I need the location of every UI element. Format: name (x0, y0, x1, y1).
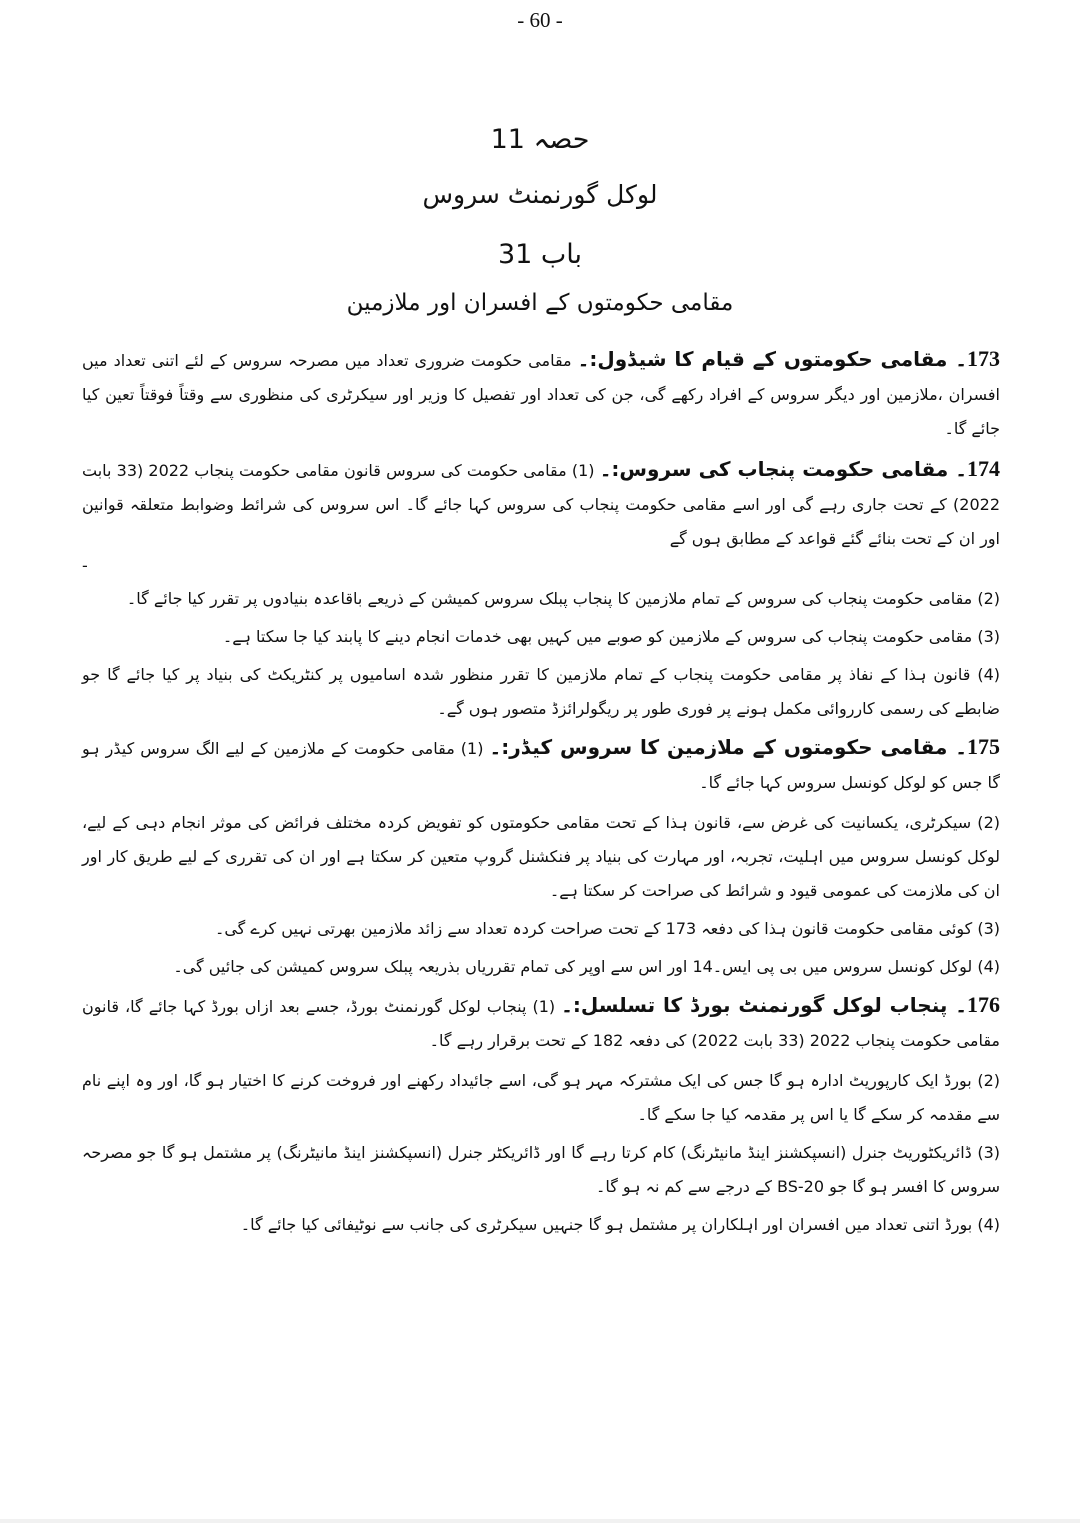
section-text: مقامی حکومت ضروری تعداد میں مصرحہ سروس کے لئے اتنی تعداد میں افسران ،ملازمین اور دیگر سروس کے افراد رکھے گی، جن کی تعداد اور تفصیل کا وزیر اور سیکرٹری کی منظوری سے وقتاً فوقتاً تعین کیا جائے گا۔ (82, 351, 1000, 438)
part-heading: حصہ 11 (490, 124, 590, 155)
section-number: 174 (967, 456, 1001, 481)
section-heading (578, 347, 1000, 371)
chapter-heading: باب 31 (497, 239, 583, 270)
subsection: (4) بورڈ اتنی تعداد میں افسران اور اہلکاران پر مشتمل ہو گا جنہیں سیکرٹری کی جانب سے نوٹیفائی کیا جائے گا۔ (240, 1215, 1000, 1234)
section-176 (82, 988, 1000, 1058)
section-title: ۔ مقامی حکومتوں کے قیام کا شیڈول:۔ (577, 347, 968, 371)
subsection: (2) سیکرٹری، یکسانیت کی غرض سے، قانون ہذا کے تحت مقامی حکومتوں کو تفویض کردہ مختلف فرائض کی موثر انجام دہی کے لیے، لوکل کونسل سروس میں اہلیت، تجربہ، اور مہارت کی بنیاد پر فنکشنل گروپ متعین کر سکتا ہے اور ان کی تقرری کے لیے طریق کار اور ان کی ملازمت کی عمومی قیود و شرائط کی صراحت کر سکتا ہے۔ (82, 813, 1000, 900)
trailing-mark: - (82, 556, 88, 575)
section-173 (82, 342, 1000, 446)
page-number: - 60 - (517, 8, 563, 32)
subsection: (3) ڈائریکٹوریٹ جنرل (انسپکشنز اینڈ مانیٹرنگ) کام کرتا رہے گا اور ڈائریکٹر جنرل (انسپکشنز اینڈ مانیٹرنگ) پر مشتمل ہو گا جو مصرحہ سروس کا افسر ہو گا جو BS-20 کے درجے سے کم نہ ہو گا۔ (82, 1143, 1000, 1196)
section-text: (1) مقامی حکومت کی سروس قانون مقامی حکومت پنجاب 2022 (33 بابت 2022) کے تحت جاری رہے گی اور اسے مقامی حکومت پنجاب کی سروس کہا جائے گا۔ اس سروس کی شرائط وضوابط متعلقہ قوانین اور ان کے تحت بنائے گئے قواعد کے مطابق ہوں گے (82, 461, 1000, 548)
section-title: ۔ پنجاب لوکل گورنمنٹ بورڈ کا تسلسل:۔ (561, 993, 967, 1017)
subsection: (2) بورڈ ایک کارپوریٹ ادارہ ہو گا جس کی ایک مشترکہ مہر ہو گی، اسے جائیداد رکھنے اور فروخت کرنے کا اختیار ہو گا، اور وہ اپنے نام سے مقدمہ کر سکے گا یا اس پر مقدمہ کیا جا سکے گا۔ (82, 1071, 1000, 1124)
section-number: 173 (967, 346, 1001, 371)
subsection: (4) قانون ہذا کے نفاذ پر مقامی حکومت پنجاب کے تمام ملازمین کا تقرر منظور شدہ اسامیوں پر کنٹریکٹ کی بنیاد پر کیا جائے گا جو ضابطے کی رسمی کارروائی مکمل ہونے پر فوری طور پر ریگولرائزڈ متصور ہوں گے۔ (82, 665, 1000, 718)
section-title: ۔ مقامی حکومتوں کے ملازمین کا سروس کیڈر:۔ (489, 735, 967, 759)
section-title: ۔ مقامی حکومت پنجاب کی سروس:۔ (599, 457, 968, 481)
section-number: 176 (967, 992, 1000, 1017)
section-heading (600, 457, 1000, 481)
part-title: لوکل گورنمنٹ سروس (422, 180, 658, 209)
section-heading (561, 993, 1000, 1017)
section-number: 175 (967, 734, 1000, 759)
section-heading (490, 735, 1001, 759)
section-text: (1) پنجاب لوکل گورنمنٹ بورڈ، جسے بعد ازاں بورڈ کہا جائے گا، قانون مقامی حکومت پنجاب 2022 (33 بابت 2022) کی دفعہ 182 کے تحت برقرار رہے گا۔ (82, 997, 1000, 1050)
chapter-title: مقامی حکومتوں کے افسران اور ملازمین (346, 290, 734, 316)
subsection: (2) مقامی حکومت پنجاب کی سروس کے تمام ملازمین کا پنجاب پبلک سروس کمیشن کے ذریعے باقاعدہ بنیادوں پر تقرر کیا جائے گا۔ (126, 589, 1000, 608)
subsection: (3) کوئی مقامی حکومت قانون ہذا کی دفعہ 173 کے تحت صراحت کردہ تعداد سے زائد ملازمین بھرتی نہیں کرے گی۔ (214, 919, 1000, 938)
section-175 (82, 730, 1000, 800)
subsection: (3) مقامی حکومت پنجاب کی سروس کے ملازمین کو صوبے میں کہیں بھی خدمات انجام دینے کا پابند کیا جا سکتا ہے۔ (222, 627, 1000, 646)
section-text: (1) مقامی حکومت کے ملازمین کے لیے الگ سروس کیڈر ہو گا جس کو لوکل کونسل سروس کہا جائے گا۔ (82, 739, 1000, 792)
document-body (82, 342, 1000, 1246)
section-174 (82, 452, 1000, 576)
page-bottom-edge (0, 1519, 1080, 1523)
subsection: (4) لوکل کونسل سروس میں بی پی ایس۔14 اور اس سے اوپر کی تمام تقرریاں بذریعہ پبلک سروس کمیشن کی جائیں گی۔ (173, 957, 1000, 976)
